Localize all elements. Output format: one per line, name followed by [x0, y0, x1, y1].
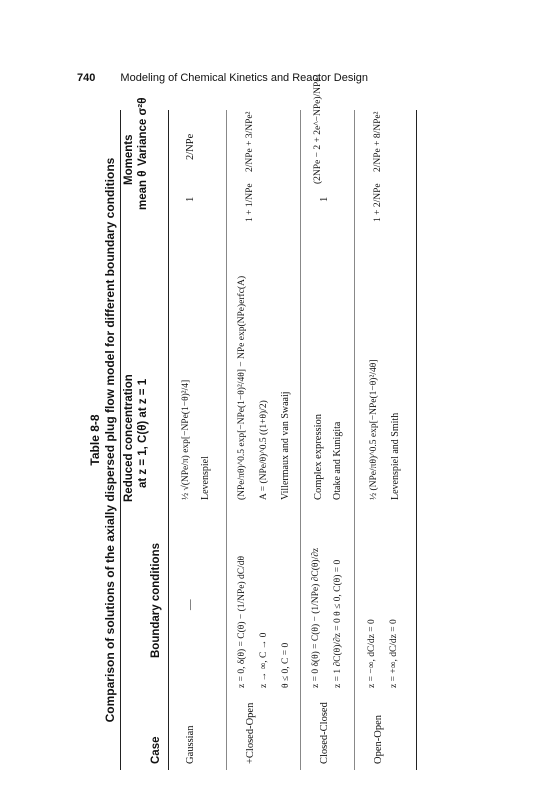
header-rule: [168, 110, 169, 770]
row-closed-open-case: +Closed-Open: [245, 702, 256, 764]
row-gaussian-variance: 2/NPe: [185, 133, 196, 160]
row-closed-open-variance: 2/NPe + 3/NPe²: [245, 111, 255, 172]
row-closed-open-boundary-3: θ ≤ 0, C = 0: [281, 642, 291, 688]
row-closed-open-boundary-2: z → ∞, C → 0: [259, 632, 269, 688]
row-open-open-concentration: ½ (NPe/πθ)^0.5 exp[−NPe(1−θ)²/4θ]: [369, 359, 379, 500]
col-boundary: Boundary conditions: [150, 543, 162, 658]
row-gaussian-concentration: ½ √(NPe/π) exp[−NPe(1−θ)²/4]: [181, 379, 191, 500]
row-open-open-author: Levenspiel and Smith: [390, 412, 401, 500]
row-closed-closed-case: Closed-Closed: [319, 702, 330, 764]
row-divider: [300, 110, 301, 770]
row-closed-closed-variance: (2NPe − 2 + 2e^−NPe)/NPe²: [313, 74, 323, 184]
running-title: Modeling of Chemical Kinetics and Reactor Design: [120, 72, 369, 84]
row-open-open-mean: 1 + 2/NPe: [373, 183, 383, 222]
col-moments: Moments: [123, 134, 135, 185]
row-divider: [354, 110, 355, 770]
row-gaussian-mean: 1: [185, 196, 196, 202]
col-case: Case: [150, 736, 162, 764]
page-number: 740: [77, 72, 96, 84]
row-divider: [226, 110, 227, 770]
row-open-open-boundary-2: z = +∞, dC/dz = 0: [389, 619, 399, 688]
col-reduced-line2: at z = 1, C(θ) at z = 1: [137, 378, 149, 488]
row-closed-open-author: Villermaux and van Swaaij: [280, 391, 291, 500]
bottom-rule: [416, 110, 417, 770]
row-gaussian-case: Gaussian: [185, 725, 196, 764]
table-caption: Comparison of solutions of the axially dispersed plug flow model for different boundary conditions: [103, 157, 117, 723]
top-rule: [120, 110, 121, 770]
row-open-open-boundary-1: z = −∞, dC/dz = 0: [367, 619, 377, 688]
row-closed-open-mean: 1 + 1/NPe: [245, 183, 255, 222]
running-header: [77, 72, 497, 88]
row-closed-closed-boundary-1: z = 0 δ(θ) = C(θ) − (1/NPe) ∂C(θ)/∂z: [311, 547, 321, 688]
table-number: Table 8-8: [88, 414, 102, 466]
row-open-open-variance: 2/NPe + 8/NPe²: [373, 111, 383, 172]
row-closed-open-concentration-1: (NPe/πθ)^0.5 exp[−NPe(1−θ)²/4θ] − NPe exp(NPe)erfc(A): [237, 275, 247, 500]
row-closed-closed-author: Otake and Kunigita: [332, 421, 343, 500]
col-mean: mean θ: [137, 170, 149, 210]
row-closed-open-boundary-1: z = 0, δ(θ) = C(θ) − (1/NPe) dC/dθ: [237, 555, 247, 688]
row-closed-closed-concentration: Complex expression: [313, 413, 324, 500]
row-open-open-case: Open-Open: [373, 715, 384, 764]
col-reduced-line1: Reduced concentration: [123, 374, 135, 502]
col-variance: Variance σ²θ: [137, 97, 149, 166]
row-gaussian-author: Levenspiel: [200, 456, 211, 500]
row-closed-closed-boundary-2: z = 1 ∂C(θ)/∂z = 0 θ ≤ 0, C(θ) = 0: [333, 559, 343, 688]
row-closed-closed-mean: 1: [319, 196, 330, 202]
row-closed-open-concentration-2: A = (NPe/θ)^0.5 ((1+θ)/2): [259, 400, 269, 500]
row-gaussian-boundary: —: [185, 599, 196, 610]
